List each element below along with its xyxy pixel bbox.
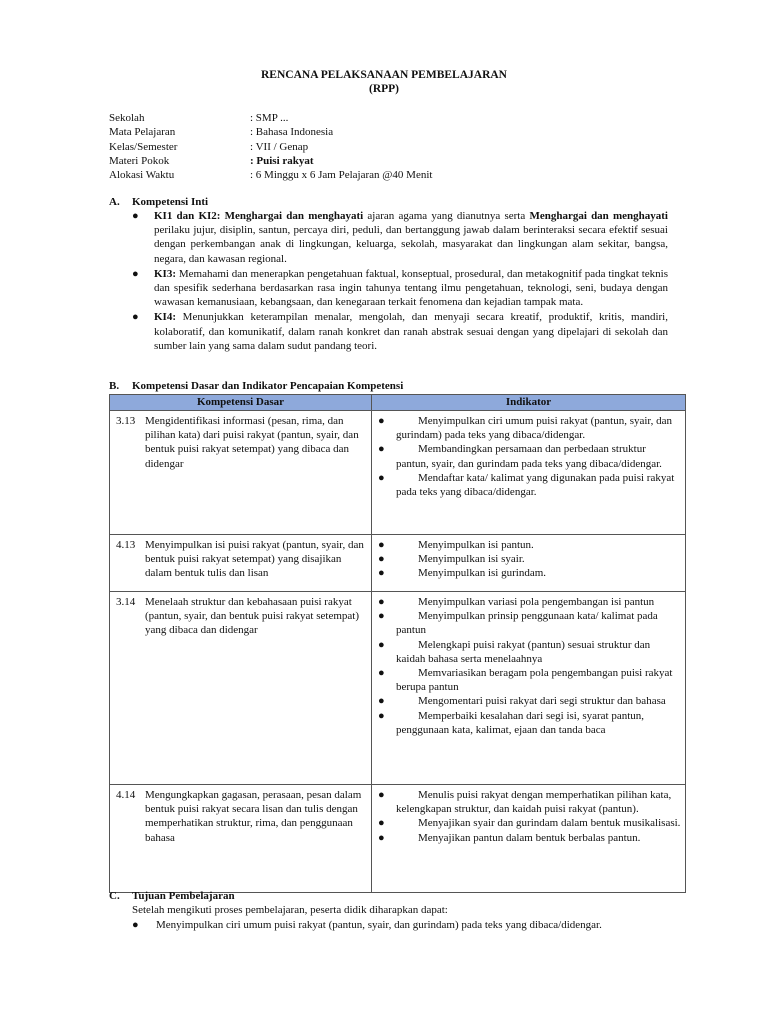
indicator-item [376,666,681,694]
indicator-item [376,471,681,499]
title-line-1: RENCANA PELAKSANAAN PEMBELAJARAN [261,69,507,81]
indicator-text: Menyimpulkan ciri umum puisi rakyat (pantun, syair, dan gurindam) pada teks yang dibaca/didengar. [396,415,673,442]
info-row-sekolah [109,111,432,125]
table-row [110,535,686,592]
indicator-item [376,816,681,830]
indicator-text: Menyimpulkan isi syair. [418,553,525,566]
indicator-item [376,831,681,845]
bullet-icon: ● [132,267,139,280]
bullet-icon: ● [378,471,385,484]
indicator-text: Menyimpulkan isi pantun. [418,539,534,551]
kompetensi-inti-list [132,209,668,354]
info-value: : Bahasa Indonesia [250,126,334,139]
ki-text: ajaran agama yang dianutnya serta [363,210,530,222]
indicator-item [376,595,681,609]
ki-label: KI1 dan KI2: Menghargai dan menghayati [154,210,364,222]
section-a-heading [109,195,208,209]
indicator-item [376,538,681,552]
indicator-cell [372,592,686,785]
info-value: : 6 Minggu x 6 Jam Pelajaran @40 Menit [250,169,433,182]
indicator-item [376,414,681,442]
ki-emphasis: Menghargai dan menghayati [529,210,668,222]
ki-text: Menunjukkan keterampilan menalar, mengolah, dan menyaji secara kreatif, produktif, kritis, mandiri, kolaboratif, dan komunikatif, dalam ranah konkret dan ranah abstrak sesuai dengan yang dipelajari di sekolah dan sumber lain yang sama dalam sudut pandang teori. [154,311,668,352]
indicator-cell [372,535,686,592]
table-row [110,411,686,535]
ki-text: Memahami dan menerapkan pengetahuan faktual, konseptual, prosedural, dan metakognitif pada tingkat teknis dan spesifik sederhana berdasarkan rasa ingin tahunya tentang ilmu pengetahuan, teknologi, seni, budaya dengan wawasan kemanusiaan, kebangsaan, dan kenegaraan terkait fenomena dan kejadian tampak mata. [154,267,668,309]
column-header-indikator: Indikator [372,395,686,411]
identity-block [109,111,432,182]
competency-table [109,394,686,893]
section-title: Kompetensi Inti [132,196,209,208]
kd-number: 3.14 [116,596,136,608]
indicator-text: Memvariasikan beragam pola pengembangan puisi rakyat berupa pantun [396,667,673,694]
indicator-item [376,694,681,708]
table-row [110,785,686,893]
info-value: : VII / Genap [250,140,309,153]
info-row-materi-pokok [109,154,432,168]
indicator-text: Menyajikan syair dan gurindam dalam bentuk musikalisasi. [418,817,681,830]
ki-label: KI4: [154,311,176,324]
indicator-item [376,552,681,566]
bullet-icon: ● [378,695,385,708]
indicator-text: Memperbaiki kesalahan dari segi isi, syarat pantun, penggunaan kata, kalimat, ejaan dan tanda baca [396,709,645,736]
document-title [0,68,768,96]
indicator-text: Melengkapi puisi rakyat (pantun) sesuai struktur dan kaidah bahasa serta menelaahnya [396,638,651,665]
table-row [110,592,686,785]
bullet-icon: ● [132,311,139,324]
bullet-icon: ● [378,415,385,427]
section-letter: B. [109,380,120,392]
bullet-icon: ● [378,443,385,456]
bullet-icon: ● [378,539,385,551]
indicator-text: Menulis puisi rakyat dengan memperhatikan pilihan kata, kelengkapan struktur, dan kaidah puisi rakyat (pantun). [396,789,672,816]
bullet-icon: ● [378,709,385,722]
indicator-item [376,566,681,580]
tujuan-intro: Setelah mengikuti proses pembelajaran, peserta didik diharapkan dapat: [132,904,448,916]
section-title: Kompetensi Dasar dan Indikator Pencapaian Kompetensi [132,380,404,392]
kd-number: 4.13 [116,539,136,551]
bullet-icon: ● [378,789,385,801]
kd-cell [110,785,372,893]
indicator-cell [372,785,686,893]
info-label: Mata Pelajaran [109,126,176,139]
kd-number: 3.13 [116,415,136,427]
kd-text: Mengungkapkan gagasan, perasaan, pesan dalam bentuk puisi rakyat secara lisan dan tulis dengan memperhatikan struktur, rima, dan penggunaan bahasa [145,789,362,844]
indicator-item [376,709,681,737]
bullet-icon: ● [378,667,385,680]
indicator-item [376,442,681,470]
bullet-icon: ● [132,210,139,222]
indicator-text: Menyimpulkan variasi pola pengembangan isi pantun [418,596,655,608]
kd-cell [110,592,372,785]
bullet-icon: ● [378,610,385,623]
table-header-row [110,395,686,411]
indicator-text: Menyajikan pantun dalam bentuk berbalas pantun. [418,831,641,844]
kd-cell [110,535,372,592]
bullet-icon: ● [378,567,385,580]
list-item-ki1-ki2 [132,209,668,266]
kd-text: Menyimpulkan isi puisi rakyat (pantun, syair, dan bentuk puisi rakyat setempat) yang disajikan dalam bentuk tulis dan lisan [145,539,364,580]
info-label: Sekolah [109,112,145,124]
kd-text: Mengidentifikasi informasi (pesan, rima, dan pilihan kata) dari puisi rakyat (pantun, syair, dan bentuk puisi rakyat setempat) yang dibaca dan didengar [145,415,359,470]
info-row-mata-pelajaran [109,125,432,139]
indicator-item [376,609,681,637]
indicator-text: Menyimpulkan isi gurindam. [418,567,547,580]
column-header-kompetensi-dasar: Kompetensi Dasar [110,395,372,411]
indicator-text: Mendaftar kata/ kalimat yang digunakan pada puisi rakyat pada teks yang dibaca/didengar. [396,471,675,499]
kd-text: Menelaah struktur dan kebahasaan puisi rakyat (pantun, syair, dan bentuk puisi rakyat setempat) yang dibaca dan didengar [145,596,360,637]
section-c-heading [109,889,235,903]
list-item-ki4 [132,310,668,353]
section-letter: A. [109,196,120,208]
indicator-item [376,788,681,816]
kd-cell [110,411,372,535]
ki-text: perilaku jujur, disiplin, santun, percaya diri, peduli, dan bertanggung jawab dalam berinteraksi secara efektif sesuai dengan perkembangan anak di lingkungan, keluarga, sekolah, masyarakat dan lingkungan alam sekitar, bangsa, negara, dan kawasan regional. [154,224,668,265]
indicator-text: Menyimpulkan prinsip penggunaan kata/ kalimat pada pantun [396,610,658,637]
info-value: : SMP ... [250,112,289,124]
indicator-item [376,638,681,666]
bullet-icon: ● [378,596,385,608]
section-title: Tujuan Pembelajaran [132,890,235,902]
indicator-text: Membandingkan persamaan dan perbedaan struktur pantun, syair, dan gurindam pada teks yang dibaca/didengar. [396,443,662,470]
info-label: Kelas/Semester [109,140,178,153]
section-b-heading [109,379,403,393]
bullet-icon: ● [378,638,385,651]
bullet-icon: ● [378,817,385,830]
info-row-kelas-semester [109,140,432,154]
title-line-2: (RPP) [368,83,399,95]
list-item-ki3 [132,267,668,310]
ki-label: KI3: [154,267,176,280]
info-label: Materi Pokok [109,154,170,167]
kd-number: 4.14 [116,789,136,801]
bullet-icon: ● [378,553,385,566]
bullet-icon: ● [378,831,385,844]
info-label: Alokasi Waktu [109,169,175,182]
section-letter: C. [109,890,120,902]
indicator-text: Mengomentari puisi rakyat dari segi struktur dan bahasa [418,695,666,708]
indicator-cell [372,411,686,535]
tujuan-block [132,903,692,932]
list-item [132,918,692,932]
bullet-icon: ● [132,919,139,932]
info-row-alokasi-waktu [109,168,432,182]
tujuan-text: Menyimpulkan ciri umum puisi rakyat (pantun, syair, dan gurindam) pada teks yang dibaca/didengar. [156,919,602,932]
info-value: : Puisi rakyat [250,154,314,167]
